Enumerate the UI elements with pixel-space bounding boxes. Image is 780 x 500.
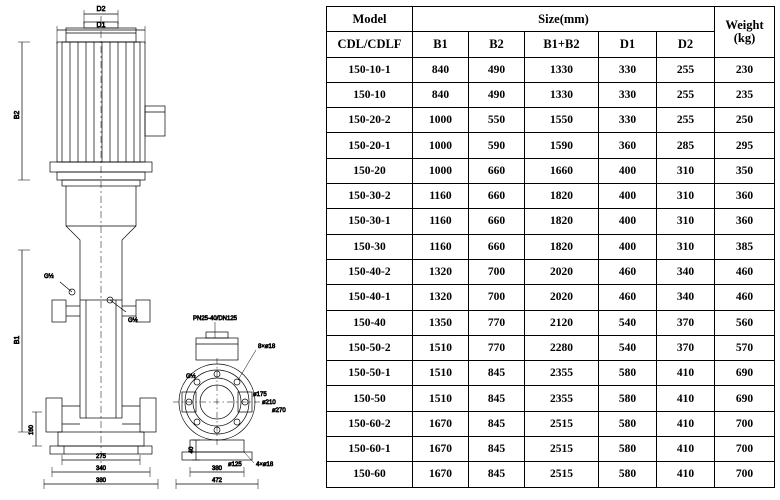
label-dim-380b: 380	[211, 466, 223, 472]
cell-model: 150-40	[327, 310, 413, 335]
cell-b2: 660	[469, 184, 525, 209]
cell-model: 150-40-1	[327, 285, 413, 310]
table-row	[327, 184, 775, 209]
cell-d1: 360	[599, 133, 657, 158]
cell-d2: 310	[657, 209, 715, 234]
cell-b1: 1670	[413, 411, 469, 436]
cell-model: 150-20-1	[327, 133, 413, 158]
cell-sum: 1330	[525, 57, 599, 82]
table-row	[327, 361, 775, 386]
cell-d2: 370	[657, 310, 715, 335]
cell-sum: 2355	[525, 386, 599, 411]
table-row	[327, 82, 775, 107]
cell-wt: 700	[715, 411, 775, 436]
cell-d1: 330	[599, 82, 657, 107]
cell-d1: 400	[599, 234, 657, 259]
cell-b2: 845	[469, 386, 525, 411]
cell-d2: 285	[657, 133, 715, 158]
cell-b1: 1160	[413, 234, 469, 259]
cell-b2: 660	[469, 234, 525, 259]
label-bolt-4: 4×ø18	[256, 462, 274, 468]
cell-model: 150-10-1	[327, 57, 413, 82]
label-flange-spec: PN25-40/DN125	[192, 316, 238, 322]
pump-technical-drawing	[0, 0, 322, 500]
dimension-275-label: 275	[95, 454, 107, 460]
cell-wt: 690	[715, 361, 775, 386]
cell-b1: 1160	[413, 184, 469, 209]
cell-d1: 580	[599, 462, 657, 487]
pump-plan-view	[173, 316, 286, 489]
cell-d1: 580	[599, 361, 657, 386]
label-phi-210: ø210	[262, 400, 276, 406]
cell-sum: 1820	[525, 184, 599, 209]
cell-model: 150-10	[327, 82, 413, 107]
dimension-160	[29, 412, 42, 446]
cell-d2: 255	[657, 108, 715, 133]
cell-model: 150-50-2	[327, 335, 413, 360]
cell-b1: 1510	[413, 335, 469, 360]
cell-d2: 255	[657, 57, 715, 82]
cell-b1: 1670	[413, 462, 469, 487]
cell-model: 150-30-2	[327, 184, 413, 209]
cell-model: 150-50	[327, 386, 413, 411]
cell-b1: 1320	[413, 259, 469, 284]
header-d1: D1	[599, 32, 657, 57]
cell-d2: 410	[657, 437, 715, 462]
table-row	[327, 285, 775, 310]
cell-sum: 1330	[525, 82, 599, 107]
cell-b2: 660	[469, 158, 525, 183]
cell-d1: 400	[599, 158, 657, 183]
table-row	[327, 108, 775, 133]
cell-b2: 770	[469, 335, 525, 360]
cell-b1: 1350	[413, 310, 469, 335]
dimension-340-label: 340	[95, 466, 107, 472]
cell-b2: 660	[469, 209, 525, 234]
dimension-bottom-group	[44, 454, 158, 489]
cell-sum: 1590	[525, 133, 599, 158]
table-row	[327, 386, 775, 411]
label-dim-472: 472	[211, 478, 223, 484]
cell-b1: 1000	[413, 133, 469, 158]
cell-sum: 2515	[525, 462, 599, 487]
cell-sum: 1820	[525, 209, 599, 234]
cell-wt: 385	[715, 234, 775, 259]
cell-d1: 400	[599, 184, 657, 209]
header-b1: B1	[413, 32, 469, 57]
cell-model: 150-60-1	[327, 437, 413, 462]
cell-wt: 230	[715, 57, 775, 82]
header-weight-line1: Weight	[725, 17, 764, 32]
cell-d2: 310	[657, 184, 715, 209]
cell-wt: 350	[715, 158, 775, 183]
cell-sum: 2120	[525, 310, 599, 335]
cell-wt: 235	[715, 82, 775, 107]
specification-table-wrapper	[326, 6, 774, 494]
cell-b1: 1000	[413, 108, 469, 133]
label-g-half-upper: G½	[44, 274, 54, 280]
cell-d2: 410	[657, 361, 715, 386]
cell-wt: 295	[715, 133, 775, 158]
cell-b2: 845	[469, 437, 525, 462]
cell-d1: 580	[599, 386, 657, 411]
cell-b2: 490	[469, 57, 525, 82]
header-d2: D2	[657, 32, 715, 57]
table-row	[327, 259, 775, 284]
cell-b1: 1510	[413, 361, 469, 386]
cell-d1: 580	[599, 437, 657, 462]
cell-d1: 580	[599, 411, 657, 436]
cell-d2: 340	[657, 285, 715, 310]
cell-d2: 410	[657, 462, 715, 487]
cell-wt: 250	[715, 108, 775, 133]
cell-wt: 690	[715, 386, 775, 411]
dimension-b2	[14, 42, 30, 180]
dimension-b1	[14, 250, 30, 432]
cell-sum: 2020	[525, 259, 599, 284]
cell-b1: 1510	[413, 386, 469, 411]
dimension-160-label: 160	[29, 424, 35, 436]
cell-b2: 700	[469, 259, 525, 284]
table-header-row-sub	[327, 32, 775, 57]
cell-d1: 540	[599, 335, 657, 360]
cell-wt: 560	[715, 310, 775, 335]
cell-d1: 330	[599, 108, 657, 133]
cell-wt: 460	[715, 259, 775, 284]
cell-sum: 2355	[525, 361, 599, 386]
cell-b2: 550	[469, 108, 525, 133]
header-b2: B2	[469, 32, 525, 57]
cell-wt: 570	[715, 335, 775, 360]
pump-elevation-view	[46, 16, 165, 470]
cell-d1: 540	[599, 310, 657, 335]
cell-model: 150-30-1	[327, 209, 413, 234]
cell-wt: 700	[715, 462, 775, 487]
header-weight	[715, 7, 775, 58]
dimension-b2-label: B2	[14, 110, 21, 120]
table-row	[327, 158, 775, 183]
dimension-d2-label: D2	[96, 6, 106, 13]
cell-wt: 700	[715, 437, 775, 462]
cell-wt: 360	[715, 184, 775, 209]
cell-b2: 700	[469, 285, 525, 310]
header-model: Model	[327, 7, 413, 32]
cell-d2: 370	[657, 335, 715, 360]
table-row	[327, 310, 775, 335]
cell-d1: 460	[599, 285, 657, 310]
cell-sum: 1660	[525, 158, 599, 183]
cell-d1: 330	[599, 57, 657, 82]
cell-b2: 845	[469, 462, 525, 487]
cell-sum: 2280	[525, 335, 599, 360]
cell-b2: 845	[469, 361, 525, 386]
cell-d2: 340	[657, 259, 715, 284]
cell-model: 150-20	[327, 158, 413, 183]
cell-model: 150-20-2	[327, 108, 413, 133]
header-size: Size(mm)	[413, 7, 715, 32]
table-row	[327, 411, 775, 436]
label-g-half-plan: G½	[186, 374, 196, 380]
cell-d1: 460	[599, 259, 657, 284]
table-row	[327, 234, 775, 259]
cell-d1: 400	[599, 209, 657, 234]
table-row	[327, 437, 775, 462]
cell-b1: 1160	[413, 209, 469, 234]
dimension-380-label: 380	[95, 478, 107, 484]
label-g-half-lower: G½	[128, 318, 138, 324]
cell-d2: 255	[657, 82, 715, 107]
label-bolt-8: 8×ø18	[258, 344, 276, 350]
cell-sum: 2515	[525, 411, 599, 436]
cell-b1: 840	[413, 57, 469, 82]
cell-b1: 1670	[413, 437, 469, 462]
cell-b2: 770	[469, 310, 525, 335]
table-header-row-top	[327, 7, 775, 32]
cell-d2: 310	[657, 234, 715, 259]
cell-model: 150-30	[327, 234, 413, 259]
table-row	[327, 57, 775, 82]
cell-sum: 1550	[525, 108, 599, 133]
label-phi-175: ø175	[253, 392, 267, 398]
cell-sum: 2020	[525, 285, 599, 310]
label-dim-40: 40	[189, 446, 195, 454]
dimension-d1-label: D1	[96, 22, 106, 29]
header-model-sub: CDL/CDLF	[327, 32, 413, 57]
table-row	[327, 133, 775, 158]
table-row	[327, 335, 775, 360]
table-row	[327, 462, 775, 487]
cell-model: 150-60-2	[327, 411, 413, 436]
cell-b1: 1000	[413, 158, 469, 183]
cell-d2: 310	[657, 158, 715, 183]
header-weight-line2: (kg)	[733, 30, 756, 45]
cell-b2: 845	[469, 411, 525, 436]
cell-wt: 360	[715, 209, 775, 234]
header-b1b2: B1+B2	[525, 32, 599, 57]
label-phi-125: ø125	[228, 462, 242, 468]
cell-b2: 590	[469, 133, 525, 158]
cell-d2: 410	[657, 411, 715, 436]
cell-d2: 410	[657, 386, 715, 411]
specification-table	[326, 6, 775, 488]
cell-sum: 2515	[525, 437, 599, 462]
table-body	[327, 57, 775, 487]
cell-wt: 460	[715, 285, 775, 310]
cell-b1: 840	[413, 82, 469, 107]
dimension-b1-label: B1	[14, 335, 21, 345]
table-row	[327, 209, 775, 234]
cell-b2: 490	[469, 82, 525, 107]
cell-sum: 1820	[525, 234, 599, 259]
label-phi-270: ø270	[272, 408, 286, 414]
cell-model: 150-40-2	[327, 259, 413, 284]
cell-model: 150-60	[327, 462, 413, 487]
cell-model: 150-50-1	[327, 361, 413, 386]
cell-b1: 1320	[413, 285, 469, 310]
